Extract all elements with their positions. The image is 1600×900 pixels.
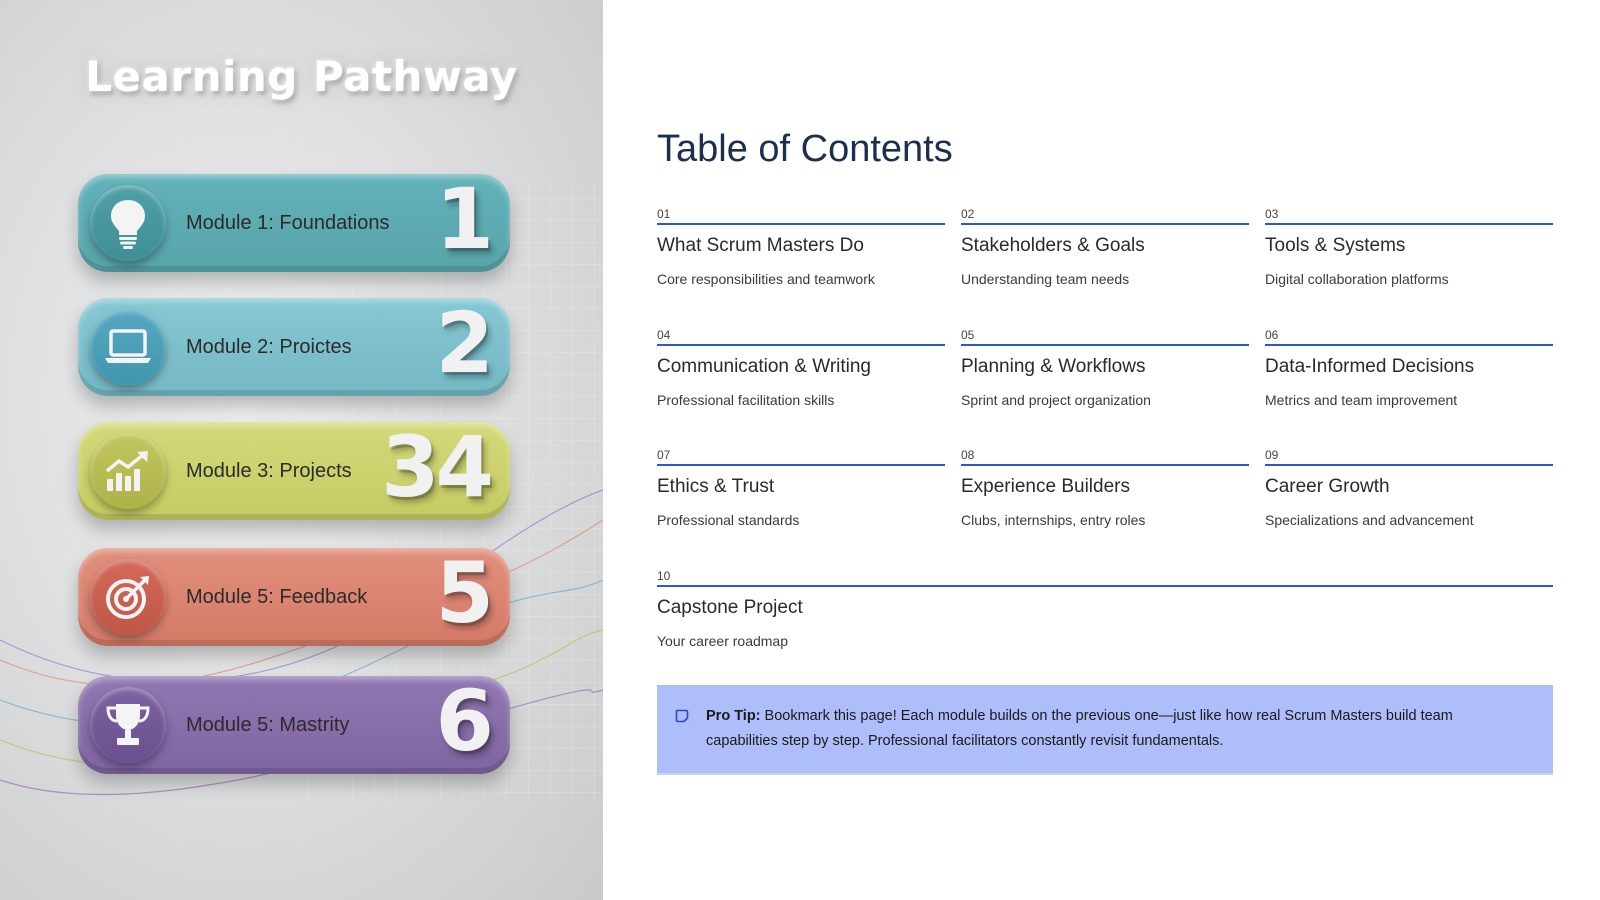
module-number: 34: [381, 418, 490, 516]
module-number: 1: [435, 170, 490, 268]
toc-item-title: Capstone Project: [657, 597, 803, 618]
divider: [1265, 223, 1553, 225]
module-card-1[interactable]: [78, 170, 510, 272]
module-label: Module 5: Feedback: [186, 586, 368, 608]
toc-item-description: Sprint and project organization: [961, 392, 1151, 408]
module-card-2[interactable]: [78, 294, 510, 396]
target-icon: [90, 559, 166, 635]
toc-item-description: Metrics and team improvement: [1265, 392, 1458, 408]
toc-item-03[interactable]: [1265, 207, 1553, 287]
learning-pathway-panel: [0, 0, 603, 900]
module-label: Module 1: Foundations: [186, 212, 390, 234]
pro-tip-label: Pro Tip:: [706, 708, 761, 724]
module-card-5[interactable]: [78, 672, 510, 774]
module-number: 6: [435, 672, 490, 770]
divider: [961, 464, 1249, 466]
growth-chart-icon: [90, 433, 166, 509]
module-number: 2: [435, 294, 490, 392]
toc-item-description: Professional facilitation skills: [657, 392, 835, 408]
toc-item-number: 08: [961, 448, 975, 462]
divider: [657, 223, 945, 225]
toc-item-04[interactable]: [657, 328, 945, 408]
toc-item-title: Tools & Systems: [1265, 235, 1406, 256]
toc-item-number: 04: [657, 328, 671, 342]
toc-item-07[interactable]: [657, 448, 945, 528]
learning-pathway-title: Learning Pathway: [85, 52, 518, 101]
divider: [1265, 464, 1553, 466]
divider: [1265, 344, 1553, 346]
laptop-icon: [90, 309, 166, 385]
pro-tip-body: Bookmark this page! Each module builds on the previous one—just like how real Scrum Masters build team capabilities step by step. Professional facilitators constantly revisit fundamentals.: [706, 708, 1453, 749]
divider: [657, 344, 945, 346]
toc-item-title: Ethics & Trust: [657, 476, 775, 497]
toc-item-01[interactable]: [657, 207, 945, 287]
pro-tip-text: [706, 704, 1526, 754]
divider: [657, 464, 945, 466]
module-label: Module 2: Proictes: [186, 336, 352, 358]
toc-item-description: Clubs, internships, entry roles: [961, 512, 1146, 528]
toc-item-number: 09: [1265, 448, 1279, 462]
toc-item-10[interactable]: [657, 569, 1553, 649]
lightbulb-icon: [90, 185, 166, 261]
toc-item-description: Specializations and advancement: [1265, 512, 1474, 528]
toc-title: Table of Contents: [657, 128, 953, 170]
toc-item-number: 01: [657, 207, 671, 221]
divider: [657, 585, 1553, 587]
module-card-4[interactable]: [78, 544, 510, 646]
toc-item-08[interactable]: [961, 448, 1249, 528]
toc-item-05[interactable]: [961, 328, 1249, 408]
toc-item-description: Digital collaboration platforms: [1265, 271, 1449, 287]
trophy-icon: [90, 687, 166, 763]
toc-item-title: Career Growth: [1265, 476, 1390, 497]
divider: [961, 223, 1249, 225]
module-label: Module 3: Projects: [186, 460, 352, 482]
toc-item-description: Understanding team needs: [961, 271, 1130, 287]
toc-item-09[interactable]: [1265, 448, 1553, 528]
toc-item-title: Stakeholders & Goals: [961, 235, 1145, 256]
toc-item-title: Communication & Writing: [657, 356, 872, 377]
toc-item-number: 06: [1265, 328, 1279, 342]
toc-item-title: Planning & Workflows: [961, 356, 1146, 377]
toc-item-number: 03: [1265, 207, 1279, 221]
toc-item-02[interactable]: [961, 207, 1249, 287]
module-number: 5: [435, 544, 490, 642]
divider: [961, 344, 1249, 346]
toc-item-title: Data-Informed Decisions: [1265, 356, 1475, 377]
pro-tip-box: [657, 685, 1553, 775]
module-card-3[interactable]: [78, 418, 510, 520]
toc-item-number: 07: [657, 448, 671, 462]
bookmark-icon: [675, 709, 689, 723]
toc-item-title: What Scrum Masters Do: [657, 235, 864, 256]
toc-item-06[interactable]: [1265, 328, 1553, 408]
toc-item-number: 05: [961, 328, 975, 342]
toc-item-description: Professional standards: [657, 512, 800, 528]
toc-item-title: Experience Builders: [961, 476, 1130, 497]
toc-item-description: Your career roadmap: [657, 633, 789, 649]
module-label: Module 5: Mastrity: [186, 714, 350, 736]
toc-item-description: Core responsibilities and teamwork: [657, 271, 875, 287]
toc-item-number: 10: [657, 569, 671, 583]
toc-item-number: 02: [961, 207, 975, 221]
